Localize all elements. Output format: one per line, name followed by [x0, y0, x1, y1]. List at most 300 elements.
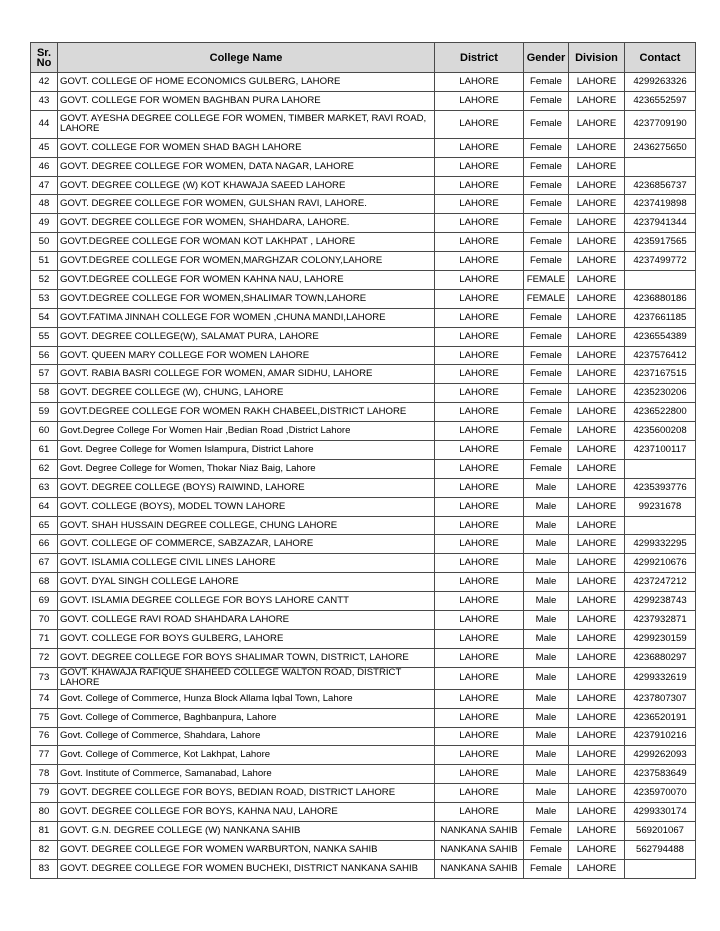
cell-district: LAHORE: [435, 611, 524, 630]
cell-college-name: GOVT. DEGREE COLLEGE FOR WOMEN, GULSHAN RAVI, LAHORE.: [58, 195, 435, 214]
cell-contact: 4235917565: [625, 233, 696, 252]
cell-college-name: GOVT. ISLAMIA COLLEGE CIVIL LINES LAHORE: [58, 554, 435, 573]
cell-sr-no: 64: [31, 497, 58, 516]
cell-sr-no: 46: [31, 157, 58, 176]
table-row: [31, 138, 696, 157]
cell-college-name: GOVT. G.N. DEGREE COLLEGE (W) NANKANA SAHIB: [58, 821, 435, 840]
cell-sr-no: 51: [31, 252, 58, 271]
cell-sr-no: 63: [31, 478, 58, 497]
table-row: [31, 516, 696, 535]
cell-contact: 4237100117: [625, 441, 696, 460]
cell-division: LAHORE: [569, 403, 625, 422]
cell-division: LAHORE: [569, 554, 625, 573]
cell-division: LAHORE: [569, 746, 625, 765]
cell-sr-no: 71: [31, 629, 58, 648]
cell-contact: 4236856737: [625, 176, 696, 195]
cell-sr-no: 73: [31, 667, 58, 689]
cell-contact: 4236522800: [625, 403, 696, 422]
cell-college-name: GOVT. COLLEGE FOR WOMEN BAGHBAN PURA LAHORE: [58, 91, 435, 110]
cell-division: LAHORE: [569, 821, 625, 840]
cell-gender: Female: [524, 441, 569, 460]
cell-sr-no: 72: [31, 648, 58, 667]
cell-division: LAHORE: [569, 195, 625, 214]
table-row: [31, 91, 696, 110]
cell-division: LAHORE: [569, 441, 625, 460]
cell-sr-no: 78: [31, 765, 58, 784]
table-row: [31, 727, 696, 746]
cell-district: LAHORE: [435, 803, 524, 822]
cell-district: LAHORE: [435, 554, 524, 573]
cell-contact: 4237709190: [625, 110, 696, 138]
cell-district: LAHORE: [435, 271, 524, 290]
cell-district: LAHORE: [435, 478, 524, 497]
cell-district: LAHORE: [435, 516, 524, 535]
cell-gender: Female: [524, 214, 569, 233]
header-sr-no: Sr. No: [31, 43, 58, 73]
cell-division: LAHORE: [569, 110, 625, 138]
header-division: Division: [569, 43, 625, 73]
cell-district: LAHORE: [435, 327, 524, 346]
cell-college-name: Govt. College of Commerce, Shahdara, Lahore: [58, 727, 435, 746]
cell-gender: Female: [524, 859, 569, 878]
cell-sr-no: 45: [31, 138, 58, 157]
cell-division: LAHORE: [569, 708, 625, 727]
cell-district: LAHORE: [435, 233, 524, 252]
cell-contact: 4235230206: [625, 384, 696, 403]
table-row: [31, 667, 696, 689]
table-row: [31, 689, 696, 708]
table-row: [31, 214, 696, 233]
cell-gender: Male: [524, 667, 569, 689]
table-row: [31, 233, 696, 252]
college-table: [30, 42, 696, 879]
table-row: [31, 327, 696, 346]
cell-division: LAHORE: [569, 765, 625, 784]
cell-college-name: GOVT. DEGREE COLLEGE FOR WOMEN WARBURTON, NANKA SAHIB: [58, 840, 435, 859]
cell-division: LAHORE: [569, 233, 625, 252]
cell-contact: 4299263326: [625, 73, 696, 92]
cell-contact: 4237499772: [625, 252, 696, 271]
table-row: [31, 365, 696, 384]
table-row: [31, 478, 696, 497]
cell-contact: 4236880297: [625, 648, 696, 667]
cell-sr-no: 61: [31, 441, 58, 460]
table-row: [31, 346, 696, 365]
cell-college-name: GOVT. COLLEGE FOR WOMEN SHAD BAGH LAHORE: [58, 138, 435, 157]
cell-contact: 4235393776: [625, 478, 696, 497]
cell-college-name: GOVT. COLLEGE RAVI ROAD SHAHDARA LAHORE: [58, 611, 435, 630]
cell-contact: 99231678: [625, 497, 696, 516]
cell-district: LAHORE: [435, 176, 524, 195]
cell-division: LAHORE: [569, 459, 625, 478]
cell-gender: Female: [524, 73, 569, 92]
table-row: [31, 403, 696, 422]
cell-sr-no: 58: [31, 384, 58, 403]
cell-district: LAHORE: [435, 195, 524, 214]
cell-sr-no: 77: [31, 746, 58, 765]
cell-sr-no: 68: [31, 573, 58, 592]
table-row: [31, 803, 696, 822]
table-row: [31, 784, 696, 803]
cell-division: LAHORE: [569, 157, 625, 176]
cell-district: LAHORE: [435, 138, 524, 157]
cell-district: LAHORE: [435, 252, 524, 271]
cell-division: LAHORE: [569, 138, 625, 157]
cell-college-name: GOVT. DEGREE COLLEGE FOR WOMEN, SHAHDARA, LAHORE.: [58, 214, 435, 233]
cell-college-name: GOVT. DEGREE COLLEGE (BOYS) RAIWIND, LAHORE: [58, 478, 435, 497]
cell-gender: Male: [524, 803, 569, 822]
cell-college-name: Govt.Degree College For Women Hair ,Bedian Road ,District Lahore: [58, 422, 435, 441]
cell-contact: 4235600208: [625, 422, 696, 441]
cell-contact: 4299230159: [625, 629, 696, 648]
cell-district: LAHORE: [435, 384, 524, 403]
cell-gender: Male: [524, 554, 569, 573]
cell-district: NANKANA SAHIB: [435, 821, 524, 840]
cell-district: LAHORE: [435, 73, 524, 92]
cell-gender: Female: [524, 110, 569, 138]
table-row: [31, 535, 696, 554]
cell-division: LAHORE: [569, 689, 625, 708]
table-row: [31, 746, 696, 765]
cell-contact: [625, 459, 696, 478]
header-gender: Gender: [524, 43, 569, 73]
cell-college-name: GOVT. DEGREE COLLEGE (W) KOT KHAWAJA SAEED LAHORE: [58, 176, 435, 195]
table-row: [31, 384, 696, 403]
cell-college-name: GOVT. DEGREE COLLEGE FOR WOMEN, DATA NAGAR, LAHORE: [58, 157, 435, 176]
cell-gender: Female: [524, 195, 569, 214]
cell-contact: 4236554389: [625, 327, 696, 346]
cell-district: LAHORE: [435, 441, 524, 460]
cell-contact: 4237419898: [625, 195, 696, 214]
cell-sr-no: 66: [31, 535, 58, 554]
cell-gender: Male: [524, 516, 569, 535]
cell-college-name: GOVT. AYESHA DEGREE COLLEGE FOR WOMEN, TIMBER MARKET, RAVI ROAD, LAHORE: [58, 110, 435, 138]
cell-gender: Female: [524, 138, 569, 157]
cell-gender: Female: [524, 365, 569, 384]
cell-sr-no: 67: [31, 554, 58, 573]
cell-gender: Female: [524, 252, 569, 271]
cell-sr-no: 79: [31, 784, 58, 803]
table-body: [31, 73, 696, 879]
table-row: [31, 859, 696, 878]
cell-college-name: GOVT. RABIA BASRI COLLEGE FOR WOMEN, AMAR SIDHU, LAHORE: [58, 365, 435, 384]
table-row: [31, 157, 696, 176]
cell-college-name: Govt. College of Commerce, Kot Lakhpat, Lahore: [58, 746, 435, 765]
cell-sr-no: 43: [31, 91, 58, 110]
cell-contact: 2436275650: [625, 138, 696, 157]
cell-contact: [625, 157, 696, 176]
cell-sr-no: 62: [31, 459, 58, 478]
cell-district: LAHORE: [435, 727, 524, 746]
cell-college-name: GOVT. DEGREE COLLEGE(W), SALAMAT PURA, LAHORE: [58, 327, 435, 346]
table-row: [31, 308, 696, 327]
table-row: [31, 110, 696, 138]
header-row: [31, 43, 696, 73]
cell-contact: 4299262093: [625, 746, 696, 765]
cell-college-name: GOVT. DEGREE COLLEGE FOR BOYS SHALIMAR TOWN, DISTRICT, LAHORE: [58, 648, 435, 667]
cell-gender: FEMALE: [524, 271, 569, 290]
table-row: [31, 592, 696, 611]
cell-gender: Female: [524, 422, 569, 441]
cell-division: LAHORE: [569, 611, 625, 630]
cell-district: LAHORE: [435, 573, 524, 592]
cell-contact: 4237167515: [625, 365, 696, 384]
cell-gender: Female: [524, 459, 569, 478]
cell-contact: 4235970070: [625, 784, 696, 803]
cell-college-name: Govt. Degree College for Women, Thokar Niaz Baig, Lahore: [58, 459, 435, 478]
cell-contact: 4299330174: [625, 803, 696, 822]
cell-gender: Male: [524, 592, 569, 611]
cell-division: LAHORE: [569, 214, 625, 233]
cell-contact: [625, 271, 696, 290]
cell-gender: Female: [524, 157, 569, 176]
cell-district: LAHORE: [435, 592, 524, 611]
cell-college-name: GOVT. DEGREE COLLEGE FOR WOMEN BUCHEKI, DISTRICT NANKANA SAHIB: [58, 859, 435, 878]
cell-college-name: GOVT. DYAL SINGH COLLEGE LAHORE: [58, 573, 435, 592]
cell-sr-no: 74: [31, 689, 58, 708]
cell-gender: FEMALE: [524, 289, 569, 308]
cell-division: LAHORE: [569, 629, 625, 648]
cell-division: LAHORE: [569, 497, 625, 516]
table-row: [31, 611, 696, 630]
cell-gender: Male: [524, 535, 569, 554]
cell-contact: 4299332619: [625, 667, 696, 689]
table-row: [31, 459, 696, 478]
cell-gender: Female: [524, 308, 569, 327]
cell-gender: Female: [524, 327, 569, 346]
cell-district: LAHORE: [435, 667, 524, 689]
cell-district: LAHORE: [435, 422, 524, 441]
table-row: [31, 289, 696, 308]
cell-district: LAHORE: [435, 91, 524, 110]
cell-contact: 4237576412: [625, 346, 696, 365]
cell-division: LAHORE: [569, 384, 625, 403]
cell-gender: Male: [524, 611, 569, 630]
cell-college-name: Govt. College of Commerce, Hunza Block Allama Iqbal Town, Lahore: [58, 689, 435, 708]
cell-gender: Male: [524, 746, 569, 765]
table-header: [31, 43, 696, 73]
cell-division: LAHORE: [569, 271, 625, 290]
header-district: District: [435, 43, 524, 73]
cell-division: LAHORE: [569, 176, 625, 195]
cell-district: LAHORE: [435, 765, 524, 784]
cell-contact: 562794488: [625, 840, 696, 859]
cell-division: LAHORE: [569, 859, 625, 878]
cell-sr-no: 69: [31, 592, 58, 611]
cell-contact: 569201067: [625, 821, 696, 840]
cell-gender: Male: [524, 478, 569, 497]
cell-sr-no: 83: [31, 859, 58, 878]
cell-contact: 4237941344: [625, 214, 696, 233]
cell-college-name: GOVT. DEGREE COLLEGE FOR BOYS, BEDIAN ROAD, DISTRICT LAHORE: [58, 784, 435, 803]
cell-college-name: GOVT.DEGREE COLLEGE FOR WOMEN KAHNA NAU, LAHORE: [58, 271, 435, 290]
cell-college-name: GOVT. KHAWAJA RAFIQUE SHAHEED COLLEGE WALTON ROAD, DISTRICT LAHORE: [58, 667, 435, 689]
table-row: [31, 648, 696, 667]
cell-sr-no: 59: [31, 403, 58, 422]
cell-sr-no: 44: [31, 110, 58, 138]
table-row: [31, 765, 696, 784]
cell-gender: Male: [524, 573, 569, 592]
cell-division: LAHORE: [569, 91, 625, 110]
cell-contact: 4236520191: [625, 708, 696, 727]
table-row: [31, 821, 696, 840]
cell-gender: Male: [524, 727, 569, 746]
cell-district: LAHORE: [435, 746, 524, 765]
cell-district: LAHORE: [435, 689, 524, 708]
cell-gender: Male: [524, 648, 569, 667]
cell-sr-no: 82: [31, 840, 58, 859]
cell-district: LAHORE: [435, 308, 524, 327]
cell-gender: Male: [524, 765, 569, 784]
cell-sr-no: 50: [31, 233, 58, 252]
cell-gender: Female: [524, 346, 569, 365]
cell-gender: Male: [524, 784, 569, 803]
cell-gender: Male: [524, 629, 569, 648]
cell-sr-no: 75: [31, 708, 58, 727]
cell-contact: 4299332295: [625, 535, 696, 554]
cell-college-name: GOVT.DEGREE COLLEGE FOR WOMEN,SHALIMAR TOWN,LAHORE: [58, 289, 435, 308]
cell-college-name: Govt. Institute of Commerce, Samanabad, Lahore: [58, 765, 435, 784]
cell-contact: 4237247212: [625, 573, 696, 592]
header-college-name: College Name: [58, 43, 435, 73]
cell-college-name: GOVT. COLLEGE OF COMMERCE, SABZAZAR, LAHORE: [58, 535, 435, 554]
table-row: [31, 554, 696, 573]
cell-district: LAHORE: [435, 629, 524, 648]
table-row: [31, 252, 696, 271]
cell-district: LAHORE: [435, 459, 524, 478]
cell-gender: Male: [524, 689, 569, 708]
cell-college-name: GOVT. ISLAMIA DEGREE COLLEGE FOR BOYS LAHORE CANTT: [58, 592, 435, 611]
cell-division: LAHORE: [569, 667, 625, 689]
table-row: [31, 422, 696, 441]
cell-contact: 4237807307: [625, 689, 696, 708]
cell-district: LAHORE: [435, 110, 524, 138]
cell-college-name: GOVT. SHAH HUSSAIN DEGREE COLLEGE, CHUNG LAHORE: [58, 516, 435, 535]
cell-district: NANKANA SAHIB: [435, 859, 524, 878]
header-contact: Contact: [625, 43, 696, 73]
cell-division: LAHORE: [569, 803, 625, 822]
cell-sr-no: 65: [31, 516, 58, 535]
cell-contact: [625, 516, 696, 535]
cell-district: LAHORE: [435, 365, 524, 384]
table-row: [31, 629, 696, 648]
cell-college-name: Govt. College of Commerce, Baghbanpura, Lahore: [58, 708, 435, 727]
cell-division: LAHORE: [569, 327, 625, 346]
cell-college-name: GOVT.DEGREE COLLEGE FOR WOMAN KOT LAKHPAT , LAHORE: [58, 233, 435, 252]
cell-gender: Female: [524, 821, 569, 840]
cell-division: LAHORE: [569, 308, 625, 327]
cell-contact: [625, 859, 696, 878]
cell-division: LAHORE: [569, 478, 625, 497]
cell-division: LAHORE: [569, 592, 625, 611]
cell-division: LAHORE: [569, 73, 625, 92]
cell-contact: 4237661185: [625, 308, 696, 327]
table-row: [31, 271, 696, 290]
cell-district: LAHORE: [435, 708, 524, 727]
table-row: [31, 195, 696, 214]
cell-college-name: GOVT. COLLEGE (BOYS), MODEL TOWN LAHORE: [58, 497, 435, 516]
table-row: [31, 573, 696, 592]
cell-district: LAHORE: [435, 648, 524, 667]
cell-gender: Female: [524, 176, 569, 195]
cell-sr-no: 47: [31, 176, 58, 195]
cell-district: LAHORE: [435, 214, 524, 233]
cell-division: LAHORE: [569, 648, 625, 667]
cell-college-name: GOVT. QUEEN MARY COLLEGE FOR WOMEN LAHORE: [58, 346, 435, 365]
cell-district: LAHORE: [435, 535, 524, 554]
cell-sr-no: 76: [31, 727, 58, 746]
cell-contact: 4237910216: [625, 727, 696, 746]
cell-contact: 4236552597: [625, 91, 696, 110]
cell-gender: Female: [524, 91, 569, 110]
cell-gender: Female: [524, 840, 569, 859]
cell-college-name: GOVT.DEGREE COLLEGE FOR WOMEN RAKH CHABEEL,DISTRICT LAHORE: [58, 403, 435, 422]
cell-sr-no: 42: [31, 73, 58, 92]
cell-division: LAHORE: [569, 289, 625, 308]
cell-division: LAHORE: [569, 346, 625, 365]
cell-contact: 4237932871: [625, 611, 696, 630]
cell-contact: 4237583649: [625, 765, 696, 784]
cell-college-name: GOVT.FATIMA JINNAH COLLEGE FOR WOMEN ,CHUNA MANDI,LAHORE: [58, 308, 435, 327]
table-row: [31, 176, 696, 195]
cell-sr-no: 70: [31, 611, 58, 630]
cell-sr-no: 48: [31, 195, 58, 214]
cell-sr-no: 53: [31, 289, 58, 308]
table-row: [31, 73, 696, 92]
table-row: [31, 840, 696, 859]
cell-district: LAHORE: [435, 403, 524, 422]
cell-division: LAHORE: [569, 422, 625, 441]
table-row: [31, 497, 696, 516]
table-row: [31, 441, 696, 460]
cell-college-name: GOVT. DEGREE COLLEGE (W), CHUNG, LAHORE: [58, 384, 435, 403]
cell-division: LAHORE: [569, 727, 625, 746]
cell-sr-no: 54: [31, 308, 58, 327]
cell-contact: 4299238743: [625, 592, 696, 611]
cell-college-name: GOVT. COLLEGE OF HOME ECONOMICS GULBERG, LAHORE: [58, 73, 435, 92]
cell-sr-no: 55: [31, 327, 58, 346]
cell-division: LAHORE: [569, 365, 625, 384]
cell-gender: Male: [524, 497, 569, 516]
cell-district: LAHORE: [435, 784, 524, 803]
cell-college-name: GOVT. DEGREE COLLEGE FOR BOYS, KAHNA NAU, LAHORE: [58, 803, 435, 822]
cell-division: LAHORE: [569, 573, 625, 592]
cell-district: LAHORE: [435, 157, 524, 176]
cell-district: LAHORE: [435, 346, 524, 365]
cell-college-name: Govt. Degree College for Women Islampura, District Lahore: [58, 441, 435, 460]
cell-division: LAHORE: [569, 840, 625, 859]
cell-college-name: GOVT. COLLEGE FOR BOYS GULBERG, LAHORE: [58, 629, 435, 648]
cell-sr-no: 80: [31, 803, 58, 822]
cell-district: NANKANA SAHIB: [435, 840, 524, 859]
cell-sr-no: 56: [31, 346, 58, 365]
cell-contact: 4236880186: [625, 289, 696, 308]
cell-contact: 4299210676: [625, 554, 696, 573]
cell-division: LAHORE: [569, 516, 625, 535]
cell-gender: Female: [524, 384, 569, 403]
cell-sr-no: 57: [31, 365, 58, 384]
cell-sr-no: 52: [31, 271, 58, 290]
cell-sr-no: 81: [31, 821, 58, 840]
cell-college-name: GOVT.DEGREE COLLEGE FOR WOMEN,MARGHZAR COLONY,LAHORE: [58, 252, 435, 271]
cell-gender: Female: [524, 233, 569, 252]
cell-district: LAHORE: [435, 497, 524, 516]
cell-division: LAHORE: [569, 535, 625, 554]
cell-division: LAHORE: [569, 784, 625, 803]
cell-gender: Female: [524, 403, 569, 422]
table-row: [31, 708, 696, 727]
cell-district: LAHORE: [435, 289, 524, 308]
